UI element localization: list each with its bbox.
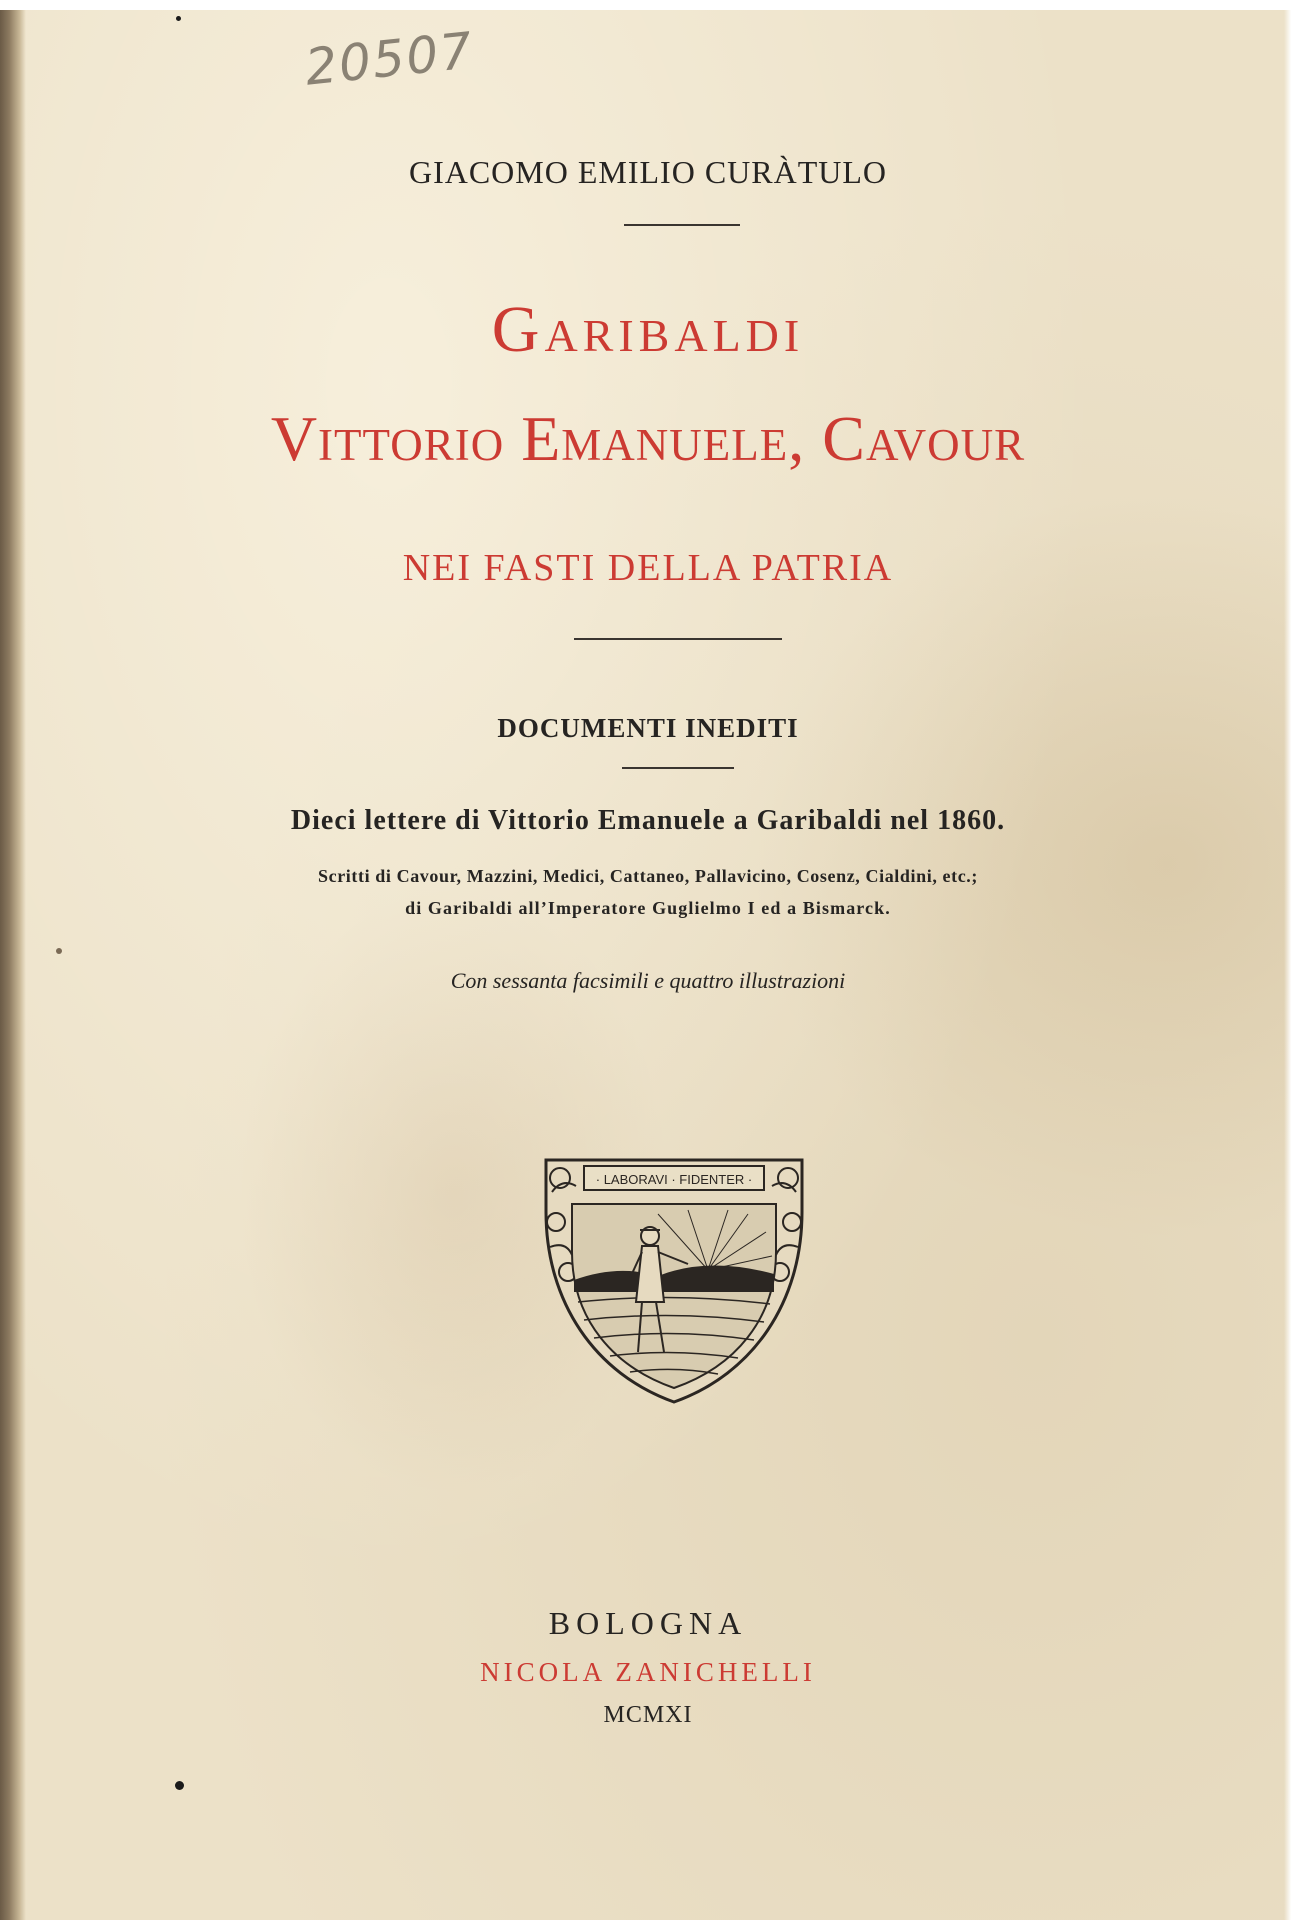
divider-rule-2: [574, 638, 782, 640]
description-line-4: Con sessanta facsimili e quattro illustrazioni: [450, 968, 846, 993]
divider-rule-1: [624, 224, 740, 226]
author-name: GIACOMO EMILIO CURÀTULO: [408, 154, 888, 190]
description-line-2: Scritti di Cavour, Mazzini, Medici, Cattaneo, Pallavicino, Cosenz, Cialdini, etc.;: [318, 866, 978, 886]
title-line-1: Garibaldi: [491, 293, 805, 366]
ink-speck: [56, 948, 62, 954]
description-line-1: Dieci lettere di Vittorio Emanuele a Garibaldi nel 1860.: [290, 805, 1006, 836]
publisher-emblem: [538, 1152, 810, 1408]
imprint-publisher: NICOLA ZANICHELLI: [480, 1657, 816, 1687]
divider-rule-3: [622, 767, 734, 769]
page-top-margin: [0, 0, 1296, 10]
imprint-city: BOLOGNA: [548, 1605, 748, 1641]
ink-speck: [176, 16, 181, 21]
title-line-2: Vittorio Emanuele, Cavour: [270, 403, 1026, 474]
emblem-motto: · LABORAVI · FIDENTER ·: [595, 1172, 753, 1187]
subtitle: DOCUMENTI INEDITI: [497, 713, 799, 743]
title-line-3: NEI FASTI DELLA PATRIA: [402, 547, 894, 589]
handwritten-catalog-number: 20507: [302, 21, 477, 97]
ink-speck: [175, 1781, 184, 1790]
imprint-year: MCMXI: [603, 1702, 693, 1728]
description-line-3: di Garibaldi all’Imperatore Guglielmo I ed a Bismarck.: [405, 898, 891, 918]
